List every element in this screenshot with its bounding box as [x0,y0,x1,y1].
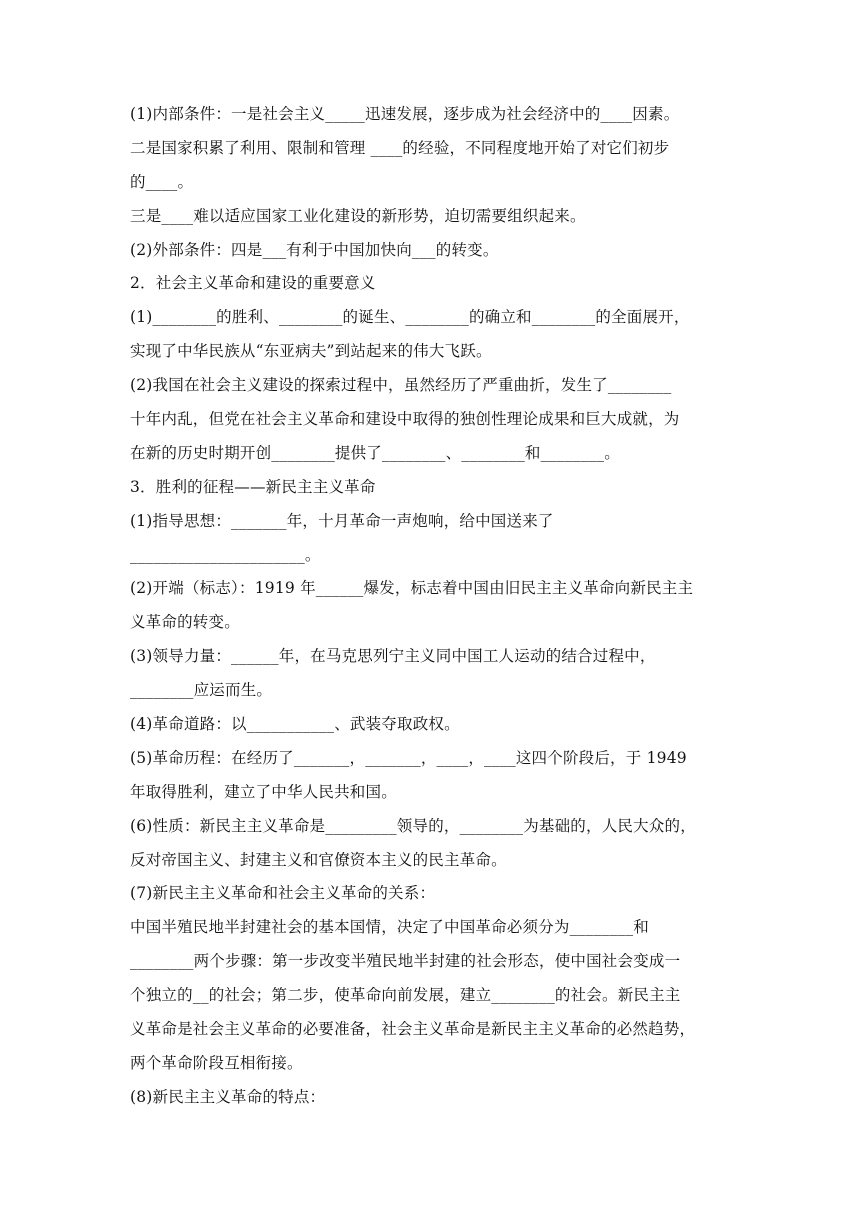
text-line: 在新的历史时期开创________提供了________、________和________。 [130,443,620,462]
text-line: 年取得胜利，建立了中华人民共和国。 [130,782,397,801]
text-line: 反对帝国主义、封建主义和官僚资本主义的民主革命。 [130,850,507,869]
text-line: 两个革命阶段互相衔接。 [130,1053,303,1072]
text-line: 义革命是社会主义革命的必要准备，社会主义革命是新民主主义革命的必然趋势， [130,1020,696,1039]
text-line: 实现了中华民族从“东亚病夫”到站起来的伟大飞跃。 [130,342,492,361]
document-page [130,98,730,1115]
text-line: (2)开端（标志）：1919 年______爆发，标志着中国由旧民主主义革命向新民主主 [130,579,694,598]
text-line: (2)我国在社会主义建设的探索过程中，虽然经历了严重曲折，发生了________ [130,376,672,395]
text-line: 十年内乱，但党在社会主义革命和建设中取得的独创性理论成果和巨大成就，为 [130,410,680,429]
section-heading: 3．胜利的征程——新民主主义革命 [130,477,376,496]
text-line: (1)________的胜利、________的诞生、________的确立和________的全面展开， [130,308,690,327]
text-line: (3)领导力量：______年，在马克思列宁主义同中国工人运动的结合过程中， [130,647,656,666]
text-line: (7)新民主主义革命和社会主义革命的关系： [130,884,436,903]
text-line: ________应运而生。 [130,681,273,700]
text-line: (2)外部条件：四是___有利于中国加快向___的转变。 [130,240,499,259]
text-line: (1)指导思想：_______年，十月革命一声炮响，给中国送来了 [130,511,554,530]
text-line: 的____。 [130,172,194,191]
text-line: (5)革命历程：在经历了_______，_______，____，____这四个阶段后，于 1949 [130,748,687,767]
text-line: (4)革命道路：以___________、武装夺取政权。 [130,715,460,734]
text-line: (8)新民主主义革命的特点： [130,1087,326,1106]
text-line: 三是____难以适应国家工业化建设的新形势，迫切需要组织起来。 [130,206,586,225]
text-line: (1)内部条件：一是社会主义_____迅速发展，逐步成为社会经济中的____因素。 [130,105,680,123]
text-line: 二是国家积累了利用、限制和管理 ____的经验，不同程度地开始了对它们初步 [130,138,670,157]
section-heading: 2．社会主义革命和建设的重要意义 [130,274,376,293]
text-line: 义革命的转变。 [130,613,240,632]
text-line: (6)性质：新民主主义革命是_________领导的，________为基础的，人民大众的， [130,816,696,835]
text-line: 个独立的__的社会；第二步，使革命向前发展，建立________的社会。新民主主 [130,986,681,1005]
text-line: ______________________。 [130,545,321,564]
text-line: ________两个步骤：第一步改变半殖民地半封建的社会形态，使中国社会变成一 [130,952,681,971]
text-line: 中国半殖民地半封建社会的基本国情，决定了中国革命必须分为________和 [130,918,649,937]
